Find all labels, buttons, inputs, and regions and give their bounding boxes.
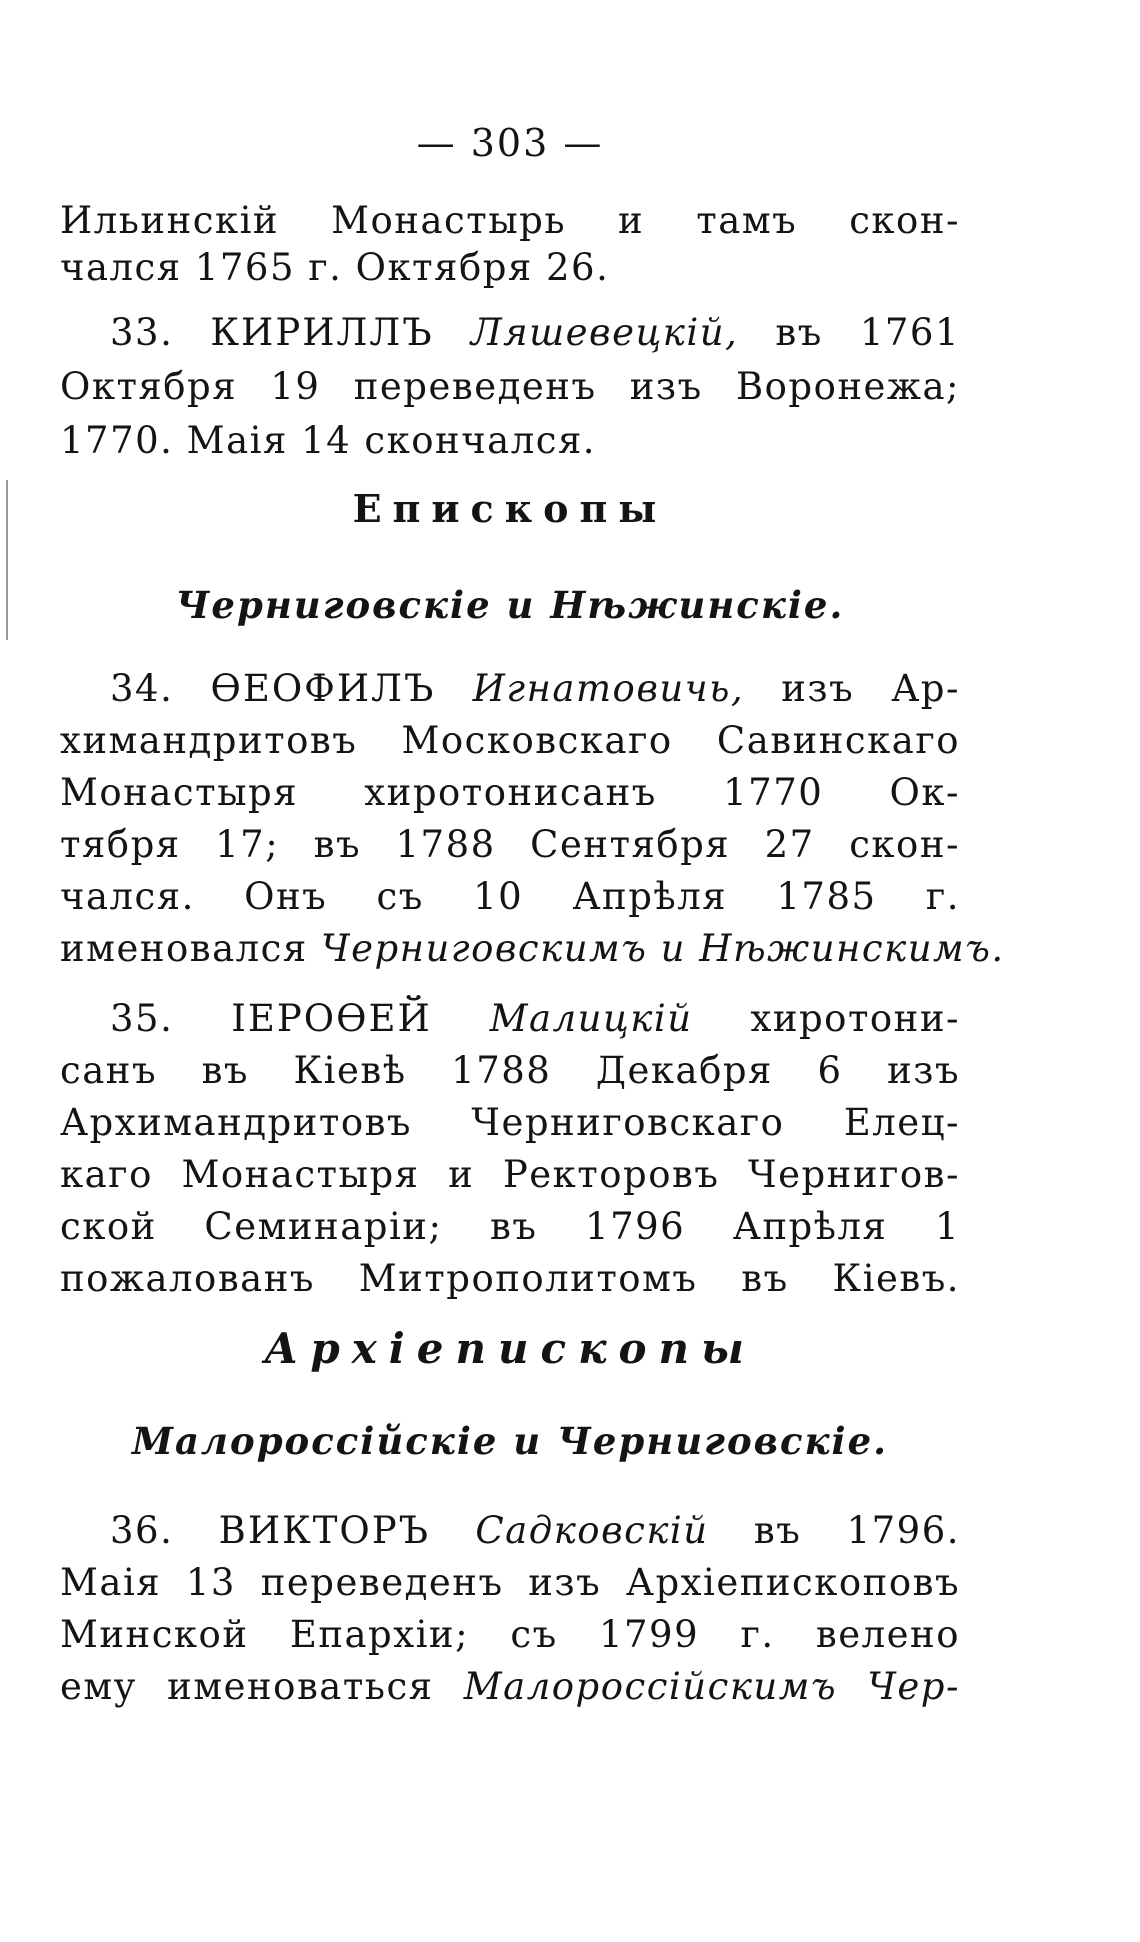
entry-italic-text: Черниговскимъ и Нѣжинскимъ. <box>321 927 1005 970</box>
section-subheading: Черниговскіе и Нѣжинскіе. <box>175 583 845 627</box>
section-heading: Епископы <box>352 486 668 531</box>
entry-text: изъ Ар- <box>781 667 960 710</box>
entry-name: ВИКТОРЪ <box>218 1509 431 1552</box>
entry-text: хиротони- <box>750 997 961 1040</box>
entry-surname: Игнатовичь, <box>472 667 745 710</box>
entry-surname: Садковскій <box>475 1509 709 1552</box>
paragraph-35-first-line <box>60 996 960 1042</box>
entry-surname: Малицкій <box>489 997 693 1040</box>
entry-number: 36. <box>110 1509 174 1552</box>
text-line: Минской Епархіи; съ 1799 г. велено <box>60 1613 960 1656</box>
paragraph-36-first-line <box>60 1508 960 1554</box>
text-line: Монастыря хиротонисанъ 1770 Ок- <box>60 771 960 814</box>
section-heading: Архіепископы <box>264 1324 756 1373</box>
text-line: химандритовъ Московскаго Савинскаго <box>60 719 960 762</box>
text-line: Октября 19 переведенъ изъ Воронежа; <box>60 365 960 408</box>
entry-text: ему именоваться <box>60 1665 434 1708</box>
entry-name: ІЕРОѲЕЙ <box>231 997 432 1040</box>
text-line: санъ въ Кіевѣ 1788 Декабря 6 изъ <box>60 1049 960 1092</box>
entry-number: 34. <box>110 667 174 710</box>
text-line <box>60 926 1005 972</box>
page-edge-mark <box>6 480 8 640</box>
text-line: Ильинскій Монастырь и тамъ скон- <box>60 199 960 242</box>
section-subheading: Малороссійскіе и Черниговскіе. <box>132 1419 888 1463</box>
entry-surname: Ляшевецкій, <box>470 311 739 354</box>
entry-number: 33. <box>110 311 174 354</box>
entry-number: 35. <box>110 997 174 1040</box>
text-line: тября 17; въ 1788 Сентября 27 скон- <box>60 823 960 866</box>
entry-italic-text: Малороссійскимъ Чер- <box>463 1665 960 1708</box>
page-number: — 303 — <box>416 121 604 165</box>
entry-text: въ 1796. <box>753 1509 961 1552</box>
entry-text: именовался <box>60 927 308 970</box>
text-line: пожалованъ Митрополитомъ въ Кіевъ. <box>60 1257 960 1300</box>
text-line <box>60 1664 960 1710</box>
text-line: 1770. Маія 14 скончался. <box>60 419 597 462</box>
text-line: каго Монастыря и Ректоровъ Чернигов- <box>60 1153 960 1196</box>
entry-name: ѲЕОФИЛЪ <box>210 667 436 710</box>
text-line: Маія 13 переведенъ изъ Архіепископовъ <box>60 1561 960 1604</box>
text-line: ской Семинаріи; въ 1796 Апрѣля 1 <box>60 1205 960 1248</box>
text-line: Архимандритовъ Черниговскаго Елец- <box>60 1101 960 1144</box>
entry-name: КИРИЛЛЪ <box>210 311 434 354</box>
entry-text: въ 1761 <box>775 311 960 354</box>
paragraph-33-first-line <box>60 310 960 356</box>
paragraph-34-first-line <box>60 666 960 712</box>
text-line: чался. Онъ съ 10 Апрѣля 1785 г. <box>60 875 960 918</box>
text-line: чался 1765 г. Октября 26. <box>60 246 610 289</box>
